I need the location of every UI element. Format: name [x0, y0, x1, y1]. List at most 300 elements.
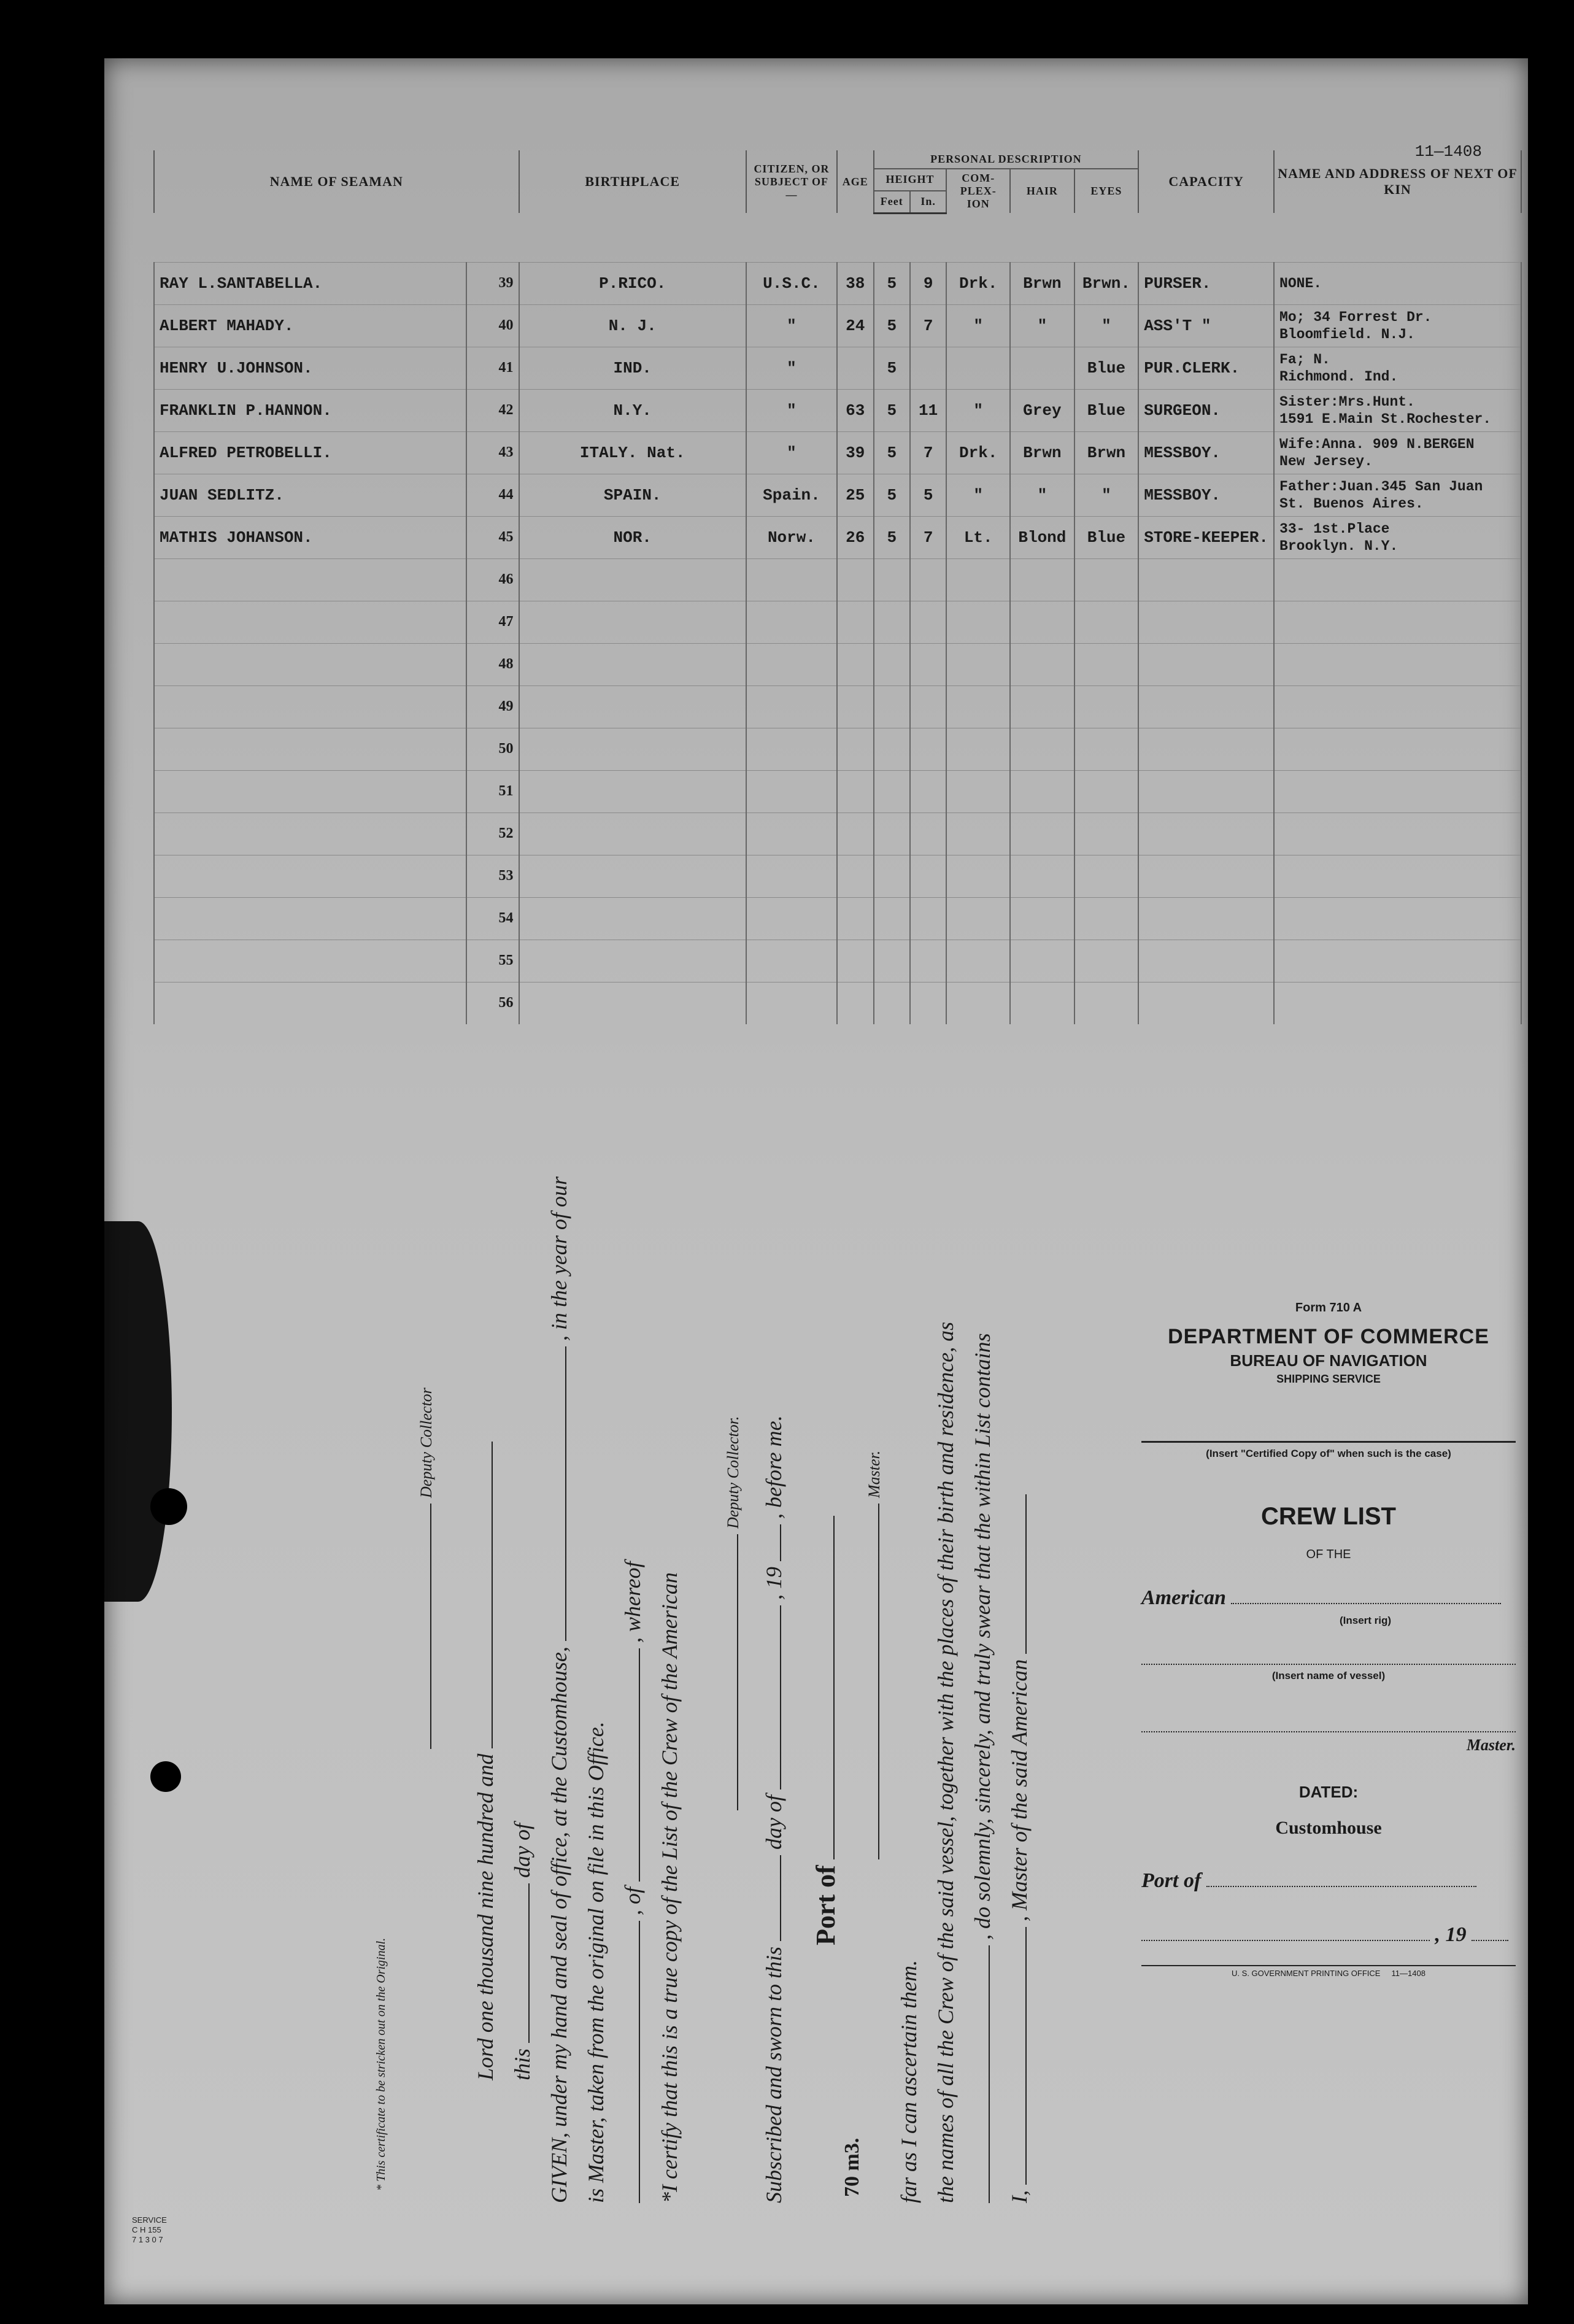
capacity [1138, 982, 1274, 1024]
age [837, 855, 874, 897]
kin-line-2: St. Buenos Aires. [1279, 495, 1424, 512]
hair: Blond [1010, 516, 1074, 558]
table-row [154, 643, 1521, 685]
insert-rig-hint: (Insert rig) [1339, 1615, 1392, 1626]
height-feet [874, 770, 910, 813]
hair: Brwn [1010, 262, 1074, 304]
next-of-kin [1274, 643, 1521, 685]
cert-deputy-collector: Deputy Collector. [724, 1416, 742, 1529]
cert-given: GIVEN, under my hand and seal of office, at the Customhouse, [547, 1646, 571, 2203]
birthplace [519, 643, 746, 685]
height-feet [874, 728, 910, 770]
citizenship [746, 601, 837, 643]
hair [1010, 982, 1074, 1024]
header-capacity: CAPACITY [1138, 150, 1274, 213]
bureau-title: BUREAU OF NAVIGATION [1230, 1351, 1427, 1370]
next-of-kin [1274, 558, 1521, 601]
birthplace [519, 813, 746, 855]
printing-office-line [1141, 1965, 1516, 1978]
cert-day-of: day of [762, 1794, 786, 1850]
height-feet [874, 940, 910, 982]
eyes [1074, 855, 1139, 897]
row-number: 50 [466, 728, 519, 770]
cert-i: I, [1007, 2190, 1032, 2203]
capacity [1138, 601, 1274, 643]
citizenship [746, 813, 837, 855]
next-of-kin [1274, 770, 1521, 813]
eyes [1074, 601, 1139, 643]
month-blank [780, 1605, 781, 1789]
capacity [1138, 940, 1274, 982]
citizenship [746, 728, 837, 770]
complexion [946, 855, 1010, 897]
hair [1010, 685, 1074, 728]
hair: " [1010, 304, 1074, 347]
birthplace: ITALY. Nat. [519, 431, 746, 474]
citizenship [746, 643, 837, 685]
row-number: 49 [466, 685, 519, 728]
age: 25 [837, 474, 874, 516]
birthplace [519, 982, 746, 1024]
table-row [154, 813, 1521, 855]
height-inches [910, 813, 946, 855]
citizenship [746, 940, 837, 982]
birthplace: NOR. [519, 516, 746, 558]
insert-certified-hint: (Insert "Certified Copy of" when such is the case) [1206, 1448, 1451, 1459]
complexion: " [946, 474, 1010, 516]
eyes [1074, 685, 1139, 728]
next-of-kin [1274, 601, 1521, 643]
next-of-kin [1274, 347, 1521, 389]
capacity: PUR.CLERK. [1138, 347, 1274, 389]
seaman-name: HENRY U.JOHNSON. [154, 347, 466, 389]
deputy-signature-blank-2 [430, 1504, 431, 1749]
height-inches: 5 [910, 474, 946, 516]
table-row [154, 897, 1521, 940]
seaman-name [154, 558, 466, 601]
seaman-name [154, 728, 466, 770]
height-inches [910, 897, 946, 940]
customhouse-blank [565, 1346, 566, 1641]
capacity [1138, 643, 1274, 685]
seaman-name: JUAN SEDLITZ. [154, 474, 466, 516]
height-feet [874, 813, 910, 855]
capacity: MESSBOY. [1138, 474, 1274, 516]
row-number: 42 [466, 389, 519, 431]
cert-before-me: , before me. [762, 1415, 786, 1519]
eyes [1074, 770, 1139, 813]
stamp-line-2: C H 155 [132, 2225, 161, 2234]
eyes [1074, 940, 1139, 982]
archive-stamp [132, 2215, 206, 2258]
age: 26 [837, 516, 874, 558]
header-citizen: CITIZEN, OR SUBJECT OF— [746, 150, 837, 213]
birthplace: N.Y. [519, 389, 746, 431]
height-inches [910, 643, 946, 685]
this-day-blank [528, 1883, 530, 2043]
table-row [154, 601, 1521, 643]
eyes: Blue [1074, 516, 1139, 558]
hair: " [1010, 474, 1074, 516]
cert-port-of: Port of [811, 1865, 841, 1945]
vessel-blank [1025, 1494, 1027, 1654]
year-blank [780, 1524, 781, 1561]
birthplace [519, 601, 746, 643]
eyes [1074, 558, 1139, 601]
rig-blank [1231, 1603, 1501, 1604]
cert-names-line: the names of all the Crew of the said vessel, together with the places of their birth and residence, as [933, 1321, 958, 2203]
eyes [1074, 728, 1139, 770]
birthplace: N. J. [519, 304, 746, 347]
cert-whereof: , whereof [620, 1561, 645, 1643]
birthplace [519, 770, 746, 813]
age: 39 [837, 431, 874, 474]
header-next-of-kin: NAME AND ADDRESS OF NEXT OF KIN [1274, 150, 1521, 213]
header-name: NAME OF SEAMAN [154, 150, 519, 213]
next-of-kin [1274, 304, 1521, 347]
age [837, 982, 874, 1024]
next-of-kin [1274, 262, 1521, 304]
citizenship [746, 558, 837, 601]
kin-line-2: 1591 E.Main St.Rochester. [1279, 411, 1492, 427]
hair [1010, 643, 1074, 685]
seaman-name: RAY L.SANTABELLA. [154, 262, 466, 304]
table-row [154, 770, 1521, 813]
complexion [946, 558, 1010, 601]
seaman-name [154, 982, 466, 1024]
insert-vessel-hint: (Insert name of vessel) [1271, 1670, 1386, 1681]
vessel-copy-blank [639, 1921, 640, 2203]
height-inches: 11 [910, 389, 946, 431]
eyes [1074, 897, 1139, 940]
height-feet: 5 [874, 516, 910, 558]
height-feet [874, 558, 910, 601]
row-number: 54 [466, 897, 519, 940]
eyes: Blue [1074, 389, 1139, 431]
capacity: PURSER. [1138, 262, 1274, 304]
certified-copy-line [1141, 1441, 1516, 1443]
hair [1010, 897, 1074, 940]
department-title: DEPARTMENT OF COMMERCE [1168, 1325, 1489, 1348]
age: 63 [837, 389, 874, 431]
citizenship: Norw. [746, 516, 837, 558]
hair: Brwn [1010, 431, 1074, 474]
next-of-kin [1274, 516, 1521, 558]
height-inches [910, 770, 946, 813]
citizenship [746, 685, 837, 728]
cert-footnote: * This certificate to be stricken out on the Original. [374, 1937, 388, 2191]
punch-hole [150, 1761, 181, 1792]
handwritten-note: 70 m3. [841, 2137, 863, 2197]
crew-table [153, 150, 1522, 1024]
height-inches [910, 940, 946, 982]
master-label: Master. [1466, 1736, 1516, 1754]
seaman-name: ALBERT MAHADY. [154, 304, 466, 347]
birthplace: IND. [519, 347, 746, 389]
age [837, 685, 874, 728]
age [837, 601, 874, 643]
height-inches [910, 347, 946, 389]
header-hair: HAIR [1010, 169, 1074, 213]
eyes: Brwn. [1074, 262, 1139, 304]
seaman-name [154, 770, 466, 813]
row-number: 43 [466, 431, 519, 474]
height-feet: 5 [874, 431, 910, 474]
complexion: Drk. [946, 262, 1010, 304]
height-feet: 5 [874, 347, 910, 389]
age: 24 [837, 304, 874, 347]
name-blank [1025, 1927, 1027, 2185]
cert-subscribed: Subscribed and sworn to this [762, 1946, 786, 2203]
next-of-kin [1274, 813, 1521, 855]
seaman-name [154, 897, 466, 940]
printing-office: U. S. GOVERNMENT PRINTING OFFICE [1232, 1969, 1381, 1978]
seaman-name [154, 643, 466, 685]
cert-swear: , do solemnly, sincerely, and truly swear that the within List contains [970, 1333, 995, 1940]
seaman-name [154, 855, 466, 897]
eyes: Blue [1074, 347, 1139, 389]
row-number: 55 [466, 940, 519, 982]
height-feet [874, 601, 910, 643]
height-feet [874, 897, 910, 940]
oath-certificate [203, 1176, 1043, 2203]
table-row [154, 389, 1521, 431]
form-code: 11—1408 [1414, 142, 1482, 161]
height-feet: 5 [874, 304, 910, 347]
hair [1010, 940, 1074, 982]
row-number: 45 [466, 516, 519, 558]
seaman-name: MATHIS JOHANSON. [154, 516, 466, 558]
citizenship [746, 855, 837, 897]
height-inches: 7 [910, 516, 946, 558]
customhouse-label: Customhouse [1275, 1818, 1382, 1838]
birthplace [519, 897, 746, 940]
complexion [946, 982, 1010, 1024]
cert-deputy-collector-2: Deputy Collector [417, 1388, 435, 1498]
birthplace: P.RICO. [519, 262, 746, 304]
height-feet [874, 685, 910, 728]
hair: Grey [1010, 389, 1074, 431]
complexion: " [946, 389, 1010, 431]
port-blank [833, 1516, 835, 1859]
capacity: STORE-KEEPER. [1138, 516, 1274, 558]
next-of-kin [1274, 685, 1521, 728]
torn-edge [104, 1221, 172, 1602]
hair [1010, 770, 1074, 813]
height-inches [910, 982, 946, 1024]
row-number: 48 [466, 643, 519, 685]
cert-master-of: , Master of the said American [1007, 1659, 1032, 1921]
height-inches: 7 [910, 431, 946, 474]
stamp-line-1: SERVICE [132, 2215, 167, 2225]
birthplace [519, 558, 746, 601]
row-number: 40 [466, 304, 519, 347]
kin-line-1: Mo; 34 Forrest Dr. [1279, 309, 1432, 325]
row-number: 46 [466, 558, 519, 601]
capacity: SURGEON. [1138, 389, 1274, 431]
row-number: 56 [466, 982, 519, 1024]
capacity [1138, 897, 1274, 940]
row-number: 53 [466, 855, 519, 897]
cert-of: , of [620, 1886, 645, 1915]
table-row [154, 558, 1521, 601]
seaman-name: FRANKLIN P.HANNON. [154, 389, 466, 431]
height-inches: 9 [910, 262, 946, 304]
crew-list-title: CREW LIST [1261, 1503, 1396, 1530]
printing-code: 11—1408 [1391, 1969, 1425, 1978]
form-number: Form 710 A [1295, 1301, 1362, 1314]
capacity [1138, 813, 1274, 855]
height-inches [910, 685, 946, 728]
next-of-kin [1274, 431, 1521, 474]
birthplace [519, 685, 746, 728]
capacity: MESSBOY. [1138, 431, 1274, 474]
eyes: " [1074, 304, 1139, 347]
next-of-kin [1274, 728, 1521, 770]
port-of-label: Port of [1141, 1869, 1202, 1892]
kin-line-1: Father:Juan.345 San Juan [1279, 478, 1483, 495]
cert-master-label: Master. [865, 1450, 883, 1498]
next-of-kin [1274, 855, 1521, 897]
american-label: American [1141, 1586, 1226, 1609]
port-blank-cover [1206, 1886, 1476, 1887]
capacity [1138, 685, 1274, 728]
table-row [154, 474, 1521, 516]
vessel-name-line [1141, 1664, 1516, 1665]
capacity: ASS'T " [1138, 304, 1274, 347]
cert-certify: *I certify that this is a true copy of the List of the Crew of the American [657, 1572, 682, 2203]
hair [1010, 558, 1074, 601]
capacity [1138, 855, 1274, 897]
nineteen-label: , 19 [1435, 1923, 1467, 1946]
stamp-line-3: 7 1 3 0 7 [132, 2235, 163, 2244]
table-row [154, 728, 1521, 770]
citizenship: U.S.C. [746, 262, 837, 304]
citizenship [746, 897, 837, 940]
cert-far-as: far as I can ascertain them. [897, 1960, 921, 2203]
kin-line-2: Richmond. Ind. [1279, 368, 1398, 385]
cert-nineteen: , 19 [762, 1566, 786, 1600]
seaman-name [154, 601, 466, 643]
capacity [1138, 770, 1274, 813]
next-of-kin [1274, 982, 1521, 1024]
seaman-name [154, 940, 466, 982]
kin-line-1: 33- 1st.Place [1279, 520, 1390, 537]
table-row [154, 982, 1521, 1024]
header-personal-description: PERSONAL DESCRIPTION [874, 150, 1139, 169]
hair [1010, 813, 1074, 855]
complexion [946, 728, 1010, 770]
age [837, 558, 874, 601]
age [837, 728, 874, 770]
row-number: 51 [466, 770, 519, 813]
complexion [946, 813, 1010, 855]
of-blank [639, 1648, 640, 1882]
header-height: HEIGHT [874, 169, 947, 191]
dated-label: DATED: [1298, 1783, 1359, 1801]
complexion [946, 770, 1010, 813]
height-inches [910, 558, 946, 601]
cert-lord: Lord one thousand nine hundred and [473, 1753, 498, 2080]
hair [1010, 728, 1074, 770]
row-number: 44 [466, 474, 519, 516]
capacity [1138, 558, 1274, 601]
complexion [946, 643, 1010, 685]
height-feet: 5 [874, 474, 910, 516]
capacity [1138, 728, 1274, 770]
height-feet [874, 855, 910, 897]
age [837, 347, 874, 389]
citizenship: " [746, 431, 837, 474]
cert-this: this [510, 2048, 534, 2080]
row-number: 41 [466, 347, 519, 389]
row-number: 52 [466, 813, 519, 855]
complexion [946, 685, 1010, 728]
complexion [946, 601, 1010, 643]
kin-line-1: NONE. [1279, 275, 1322, 291]
height-inches: 7 [910, 304, 946, 347]
day-blank [780, 1855, 781, 1941]
complexion: Lt. [946, 516, 1010, 558]
citizenship: Spain. [746, 474, 837, 516]
birthplace: SPAIN. [519, 474, 746, 516]
kin-line-2: Brooklyn. N.Y. [1279, 538, 1398, 554]
citizenship: " [746, 389, 837, 431]
year-words-blank [492, 1442, 493, 1748]
seaman-name [154, 685, 466, 728]
next-of-kin [1274, 474, 1521, 516]
height-inches [910, 728, 946, 770]
kin-line-1: Fa; N. [1279, 351, 1330, 368]
height-feet [874, 982, 910, 1024]
eyes [1074, 982, 1139, 1024]
cert-day-of-2: day of [510, 1823, 534, 1878]
age [837, 813, 874, 855]
table-row [154, 262, 1521, 304]
age [837, 940, 874, 982]
master-line [1141, 1731, 1516, 1732]
kin-line-1: Wife:Anna. 909 N.BERGEN [1279, 436, 1475, 452]
kin-line-2: Bloomfield. N.J. [1279, 326, 1415, 342]
cert-is-master: is Master, taken from the original on file in this Office. [584, 1721, 608, 2203]
next-of-kin [1274, 940, 1521, 982]
table-row [154, 304, 1521, 347]
table-row [154, 431, 1521, 474]
complexion [946, 940, 1010, 982]
row-number: 47 [466, 601, 519, 643]
hair [1010, 855, 1074, 897]
kin-line-1: Sister:Mrs.Hunt. [1279, 393, 1415, 410]
table-row [154, 516, 1521, 558]
eyes [1074, 643, 1139, 685]
kin-line-2: New Jersey. [1279, 453, 1373, 469]
cover-form [1141, 1301, 1516, 1978]
table-row [154, 347, 1521, 389]
height-inches [910, 855, 946, 897]
height-feet: 5 [874, 389, 910, 431]
citizenship [746, 770, 837, 813]
birthplace [519, 855, 746, 897]
citizenship: " [746, 347, 837, 389]
cert-in-the-year: , in the year of our [547, 1176, 571, 1342]
row-number: 39 [466, 262, 519, 304]
hair [1010, 601, 1074, 643]
age: 38 [837, 262, 874, 304]
date-blank-cover [1141, 1940, 1430, 1941]
of-the-label: OF THE [1306, 1548, 1351, 1561]
eyes: Brwn [1074, 431, 1139, 474]
birthplace [519, 940, 746, 982]
